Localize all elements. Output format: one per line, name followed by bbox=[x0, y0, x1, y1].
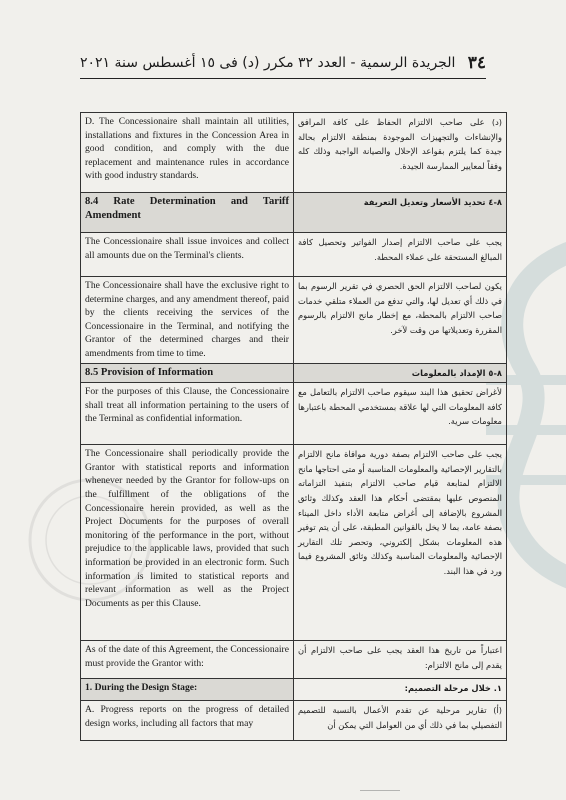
section-heading-en: 8.5 Provision of Information bbox=[81, 363, 294, 383]
bilingual-table bbox=[80, 112, 507, 741]
table-row bbox=[81, 193, 507, 233]
english-cell: A. Progress reports on the progress of detailed design works, including all factors that may bbox=[81, 701, 294, 741]
english-cell: D. The Concessionaire shall maintain all utilities, installations and fixtures in the Concession Area in good condition, and comply with the due replacement and maintenance rules in accordance with good industry standards. bbox=[81, 113, 294, 193]
arabic-cell: (د) على صاحب الالتزام الحفاظ على كافة المرافق والإنشاءات والتجهيزات الموجودة بمنطقة الالتزام بحالة جيدة كما يلتزم بقواعد الإحلال والصيانة الواجبة وذلك كله وفقاً لمعايير الممارسة الجيدة. bbox=[294, 113, 507, 193]
section-heading-ar: ٨-٥ الإمداد بالمعلومات bbox=[294, 363, 507, 383]
english-cell: For the purposes of this Clause, the Concessionaire shall treat all information pertaining to the users of the Terminal as confidential information. bbox=[81, 383, 294, 445]
english-cell: The Concessionaire shall issue invoices and collect all amounts due on the Terminal's clients. bbox=[81, 233, 294, 277]
gazette-title: الجريدة الرسمية - العدد ٣٢ مكرر (د) فى ١٥ أغسطس سنة ٢٠٢١ bbox=[80, 55, 456, 71]
subsection-heading-ar: ١. خلال مرحلة التصميم: bbox=[294, 679, 507, 701]
table-row bbox=[81, 383, 507, 445]
arabic-cell: يكون لصاحب الالتزام الحق الحصري في تقرير الرسوم بما في ذلك أي تعديل لها، والتي تدفع من العملاء متلقي خدمات صاحب الالتزام بالمحطة، مع إخطار مانح الالتزام بالرسوم المقررة وتعديلاتها من وقت لآخر. bbox=[294, 277, 507, 364]
section-heading-ar: ٨-٤ تحديد الأسعار وتعديل التعريفة bbox=[294, 193, 507, 233]
table-row bbox=[81, 113, 507, 193]
table-row bbox=[81, 701, 507, 741]
table-row bbox=[81, 233, 507, 277]
table-row bbox=[81, 641, 507, 679]
english-cell: The Concessionaire shall periodically provide the Grantor with statistical reports and information whenever needed by the Grantor for follow-ups on the fulfillment of the obligations of the Concessionaire herein provided, as well as the Project Documents for the purposes of overall monitoring of the performance in the port, without prejudice to the applicable laws, provided that such information be provided in an electronic form. Such information is limited to statistical reports and relevant information as well as the Project Documents as per this Clause. bbox=[81, 445, 294, 641]
subsection-heading-en: 1. During the Design Stage: bbox=[81, 679, 294, 701]
arabic-cell: اعتباراً من تاريخ هذا العقد يجب على صاحب الالتزام أن يقدم إلى مانح الالتزام: bbox=[294, 641, 507, 679]
table-row bbox=[81, 277, 507, 364]
page-header bbox=[80, 48, 486, 79]
section-heading-en: 8.4 Rate Determination and Tariff Amendment bbox=[81, 193, 294, 233]
arabic-cell: يجب على صاحب الالتزام بصفة دورية موافاة مانح الالتزام بالتقارير الإحصائية والمعلومات المناسبة أو متى احتاجها مانح الالتزام لمتابعة قيام صاحب الالتزام بتنفيذ التزاماته المنصوص عليها بمقتضى أحكام هذا العقد وكذلك وثائق المشروع بالإضافة إلى أغراض متابعة الأداء داخل الميناء بصفة عامة، بما لا يخل بالقوانين المطبقة، على أن يتم توفير هذه المعلومات بشكل إلكتروني، وتحصر تلك التقارير الإحصائية والمعلومات المناسبة وكذلك وثائق المشروع فيما ورد في هذا البند. bbox=[294, 445, 507, 641]
footer-stamp-mark bbox=[360, 782, 400, 791]
table-row bbox=[81, 363, 507, 383]
page-number: ٣٤ bbox=[467, 53, 486, 73]
english-cell: The Concessionaire shall have the exclusive right to determine charges, and any amendment thereof, paid by the clients receiving the services of the Concessionaire in the Terminal, and notifying the Grantor of the determined charges and their amendments from time to time. bbox=[81, 277, 294, 364]
arabic-cell: (أ) تقارير مرحلية عن تقدم الأعمال بالنسبة للتصميم التفصيلي بما في ذلك أي من العوامل التي يمكن أن bbox=[294, 701, 507, 741]
arabic-cell: لأغراض تحقيق هذا البند سيقوم صاحب الالتزام بالتعامل مع كافة المعلومات التي لها علاقة بمستخدمي المحطة باعتبارها معلومات سرية. bbox=[294, 383, 507, 445]
english-cell: As of the date of this Agreement, the Concessionaire must provide the Grantor with: bbox=[81, 641, 294, 679]
arabic-cell: يجب على صاحب الالتزام إصدار الفواتير وتحصيل كافة المبالغ المستحقة على عملاء المحطة. bbox=[294, 233, 507, 277]
table-row bbox=[81, 445, 507, 641]
table-row bbox=[81, 679, 507, 701]
